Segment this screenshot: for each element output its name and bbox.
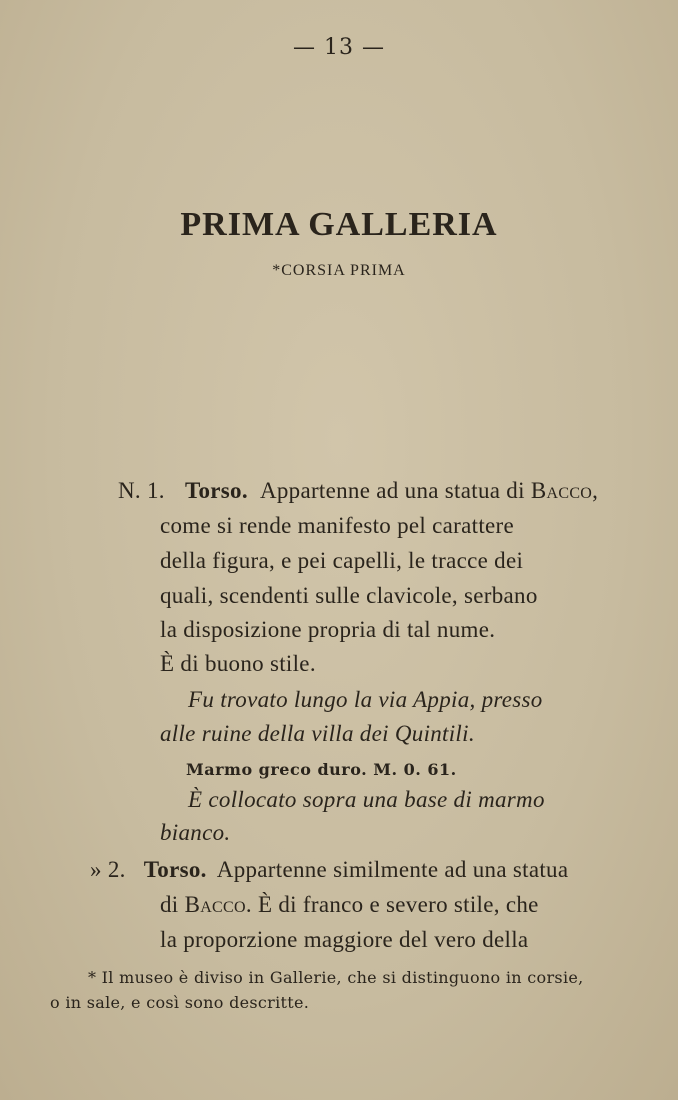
section-subheading: *CORSIA PRIMA — [272, 262, 406, 279]
entry-1-text: Appartenne ad una statua di — [259, 478, 525, 503]
entry-2-name: Torso. — [143, 857, 207, 882]
entry-2-first-line — [90, 857, 568, 883]
page-number: — 13 — — [293, 35, 385, 60]
entry-1-line: quali, scendenti sulle clavicole, serbano — [160, 583, 538, 608]
entry-1-found: alle ruine della villa dei Quintili. — [160, 721, 475, 746]
entry-1-name: Torso. — [184, 478, 248, 503]
entry-1-line: la disposizione propria di tal nume. — [160, 617, 496, 642]
entry-1-deity: Bacco, — [530, 478, 599, 503]
footnote-line: * Il museo è diviso in Gallerie, che si distinguono in corsie, — [88, 968, 584, 987]
entry-1-line: È di buono stile. — [160, 651, 316, 676]
entry-1-placement: bianco. — [160, 820, 231, 845]
entry-1-first-line — [118, 478, 598, 504]
entry-2-line: di Bacco. È di franco e severo stile, che — [160, 892, 539, 917]
entry-1-found: Fu trovato lungo la via Appia, presso — [188, 687, 543, 712]
entry-2-deity: Bacco — [184, 892, 246, 917]
entry-2-text: Appartenne similmente ad una statua — [216, 857, 569, 882]
footnote-line: o in sale, e così sono descritte. — [50, 993, 310, 1012]
section-heading: PRIMA GALLERIA — [180, 206, 498, 243]
entry-1-number: N. 1. — [118, 478, 165, 503]
entry-1-placement: È collocato sopra una base di marmo — [188, 787, 545, 812]
entry-1-material: Marmo greco duro. M. 0. 61. — [186, 760, 457, 779]
entry-2-number: » 2. — [90, 857, 126, 882]
entry-2-line: la proporzione maggiore del vero della — [160, 927, 529, 952]
entry-1-line: della figura, e pei capelli, le tracce dei — [160, 548, 524, 573]
entry-1-line: come si rende manifesto pel carattere — [160, 513, 515, 538]
